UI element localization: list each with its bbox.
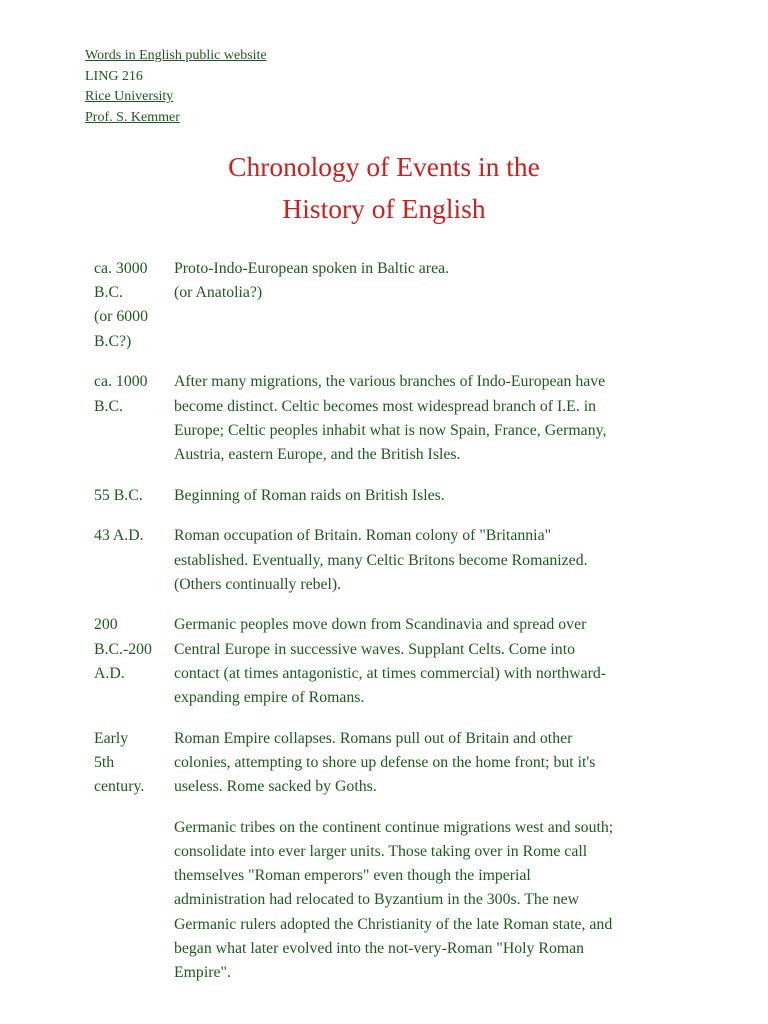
entry-date-line: 43 A.D. <box>94 527 144 545</box>
entry-date-line: century. <box>94 778 145 796</box>
entry-text-line: consolidate into ever larger units. Those taking over in Rome call <box>174 843 588 861</box>
entry-description <box>174 257 674 354</box>
entry-text-line: Central Europe in successive waves. Supplant Celts. Come into <box>174 640 575 658</box>
university-link[interactable]: Rice University <box>85 89 174 104</box>
entry-description <box>174 524 674 597</box>
entry-date-line: 5th <box>94 753 115 771</box>
entry-paragraph <box>174 727 674 800</box>
chronology-entry <box>94 370 694 467</box>
chronology-entry <box>94 524 694 597</box>
entry-date <box>94 613 174 710</box>
entry-date-line: 55 B.C. <box>94 486 143 504</box>
entry-text-line: Roman Empire collapses. Romans pull out of Britain and other <box>174 729 573 747</box>
entry-text-line: themselves "Roman emperors" even though the imperial <box>174 867 531 885</box>
entry-text-line: (Others continually rebel). <box>174 575 342 593</box>
entry-text-line: (or Anatolia?) <box>174 284 263 302</box>
entry-text-line: useless. Rome sacked by Goths. <box>174 778 377 796</box>
entry-paragraph <box>174 370 674 467</box>
entry-date-line: (or 6000 <box>94 308 148 326</box>
entry-text-line: established. Eventually, many Celtic Britons become Romanized. <box>174 551 588 569</box>
entry-text-line: Germanic rulers adopted the Christianity of the late Roman state, and <box>174 915 613 933</box>
page-header <box>85 46 267 128</box>
chronology-entry <box>94 484 694 508</box>
entry-text-line: Austria, eastern Europe, and the British Isles. <box>174 445 461 463</box>
entry-text-line: began what later evolved into the not-very-Roman "Holy Roman <box>174 939 585 957</box>
entry-text-line: Europe; Celtic peoples inhabit what is now Spain, France, Germany, <box>174 421 607 439</box>
entry-text-line: contact (at times antagonistic, at times commercial) with northward- <box>174 664 607 682</box>
entry-date-line: B.C.-200 <box>94 640 152 658</box>
entry-text-line: expanding empire of Romans. <box>174 689 365 707</box>
professor-link[interactable]: Prof. S. Kemmer <box>85 109 180 125</box>
entry-text-line: become distinct. Celtic becomes most widespread branch of I.E. in <box>174 397 597 415</box>
entry-date-line: 200 <box>94 616 118 634</box>
entry-date-line: B.C. <box>94 397 123 415</box>
entry-text-line: administration had relocated to Byzantium in the 300s. The new <box>174 891 580 909</box>
entry-text-line: Proto-Indo-European spoken in Baltic area. <box>174 260 450 277</box>
entry-date-line: ca. 1000 <box>94 373 148 391</box>
entry-paragraph <box>174 257 674 305</box>
entry-text-line: colonies, attempting to shore up defense on the home front; but it's <box>174 753 596 771</box>
title-line-1: Chronology of Events in the <box>228 151 540 182</box>
entry-date-line: Early <box>94 729 129 747</box>
page-title <box>0 146 768 230</box>
chronology-list <box>94 257 694 1002</box>
entry-text-line: Empire". <box>174 964 231 982</box>
entry-date-line: B.C. <box>94 284 123 302</box>
entry-date <box>94 370 174 467</box>
entry-description <box>174 370 674 467</box>
entry-text-line: After many migrations, the various branches of Indo-European have <box>174 373 606 391</box>
entry-paragraph <box>174 524 674 597</box>
entry-text-line: Roman occupation of Britain. Roman colony of "Britannia" <box>174 527 552 545</box>
entry-description <box>174 613 674 710</box>
entry-date <box>94 257 174 354</box>
entry-paragraph <box>174 816 674 985</box>
entry-date-line: A.D. <box>94 664 125 682</box>
entry-date <box>94 484 174 508</box>
entry-text-line: Germanic tribes on the continent continue migrations west and south; <box>174 818 614 836</box>
entry-text-line: Beginning of Roman raids on British Isles. <box>174 486 445 504</box>
entry-description <box>174 727 674 986</box>
course-label: LING 216 <box>85 68 143 84</box>
chronology-entry <box>94 727 694 986</box>
entry-date-line: ca. 3000 <box>94 260 148 277</box>
entry-paragraph <box>174 484 674 508</box>
title-line-2: History of English <box>282 193 486 224</box>
entry-paragraph <box>174 613 674 710</box>
website-link[interactable]: Words in English public website <box>85 48 267 63</box>
entry-description <box>174 484 674 508</box>
entry-date <box>94 727 174 986</box>
chronology-entry <box>94 613 694 710</box>
entry-text-line: Germanic peoples move down from Scandinavia and spread over <box>174 616 587 634</box>
chronology-entry <box>94 257 694 354</box>
entry-date <box>94 524 174 597</box>
entry-date-line: B.C?) <box>94 332 132 350</box>
